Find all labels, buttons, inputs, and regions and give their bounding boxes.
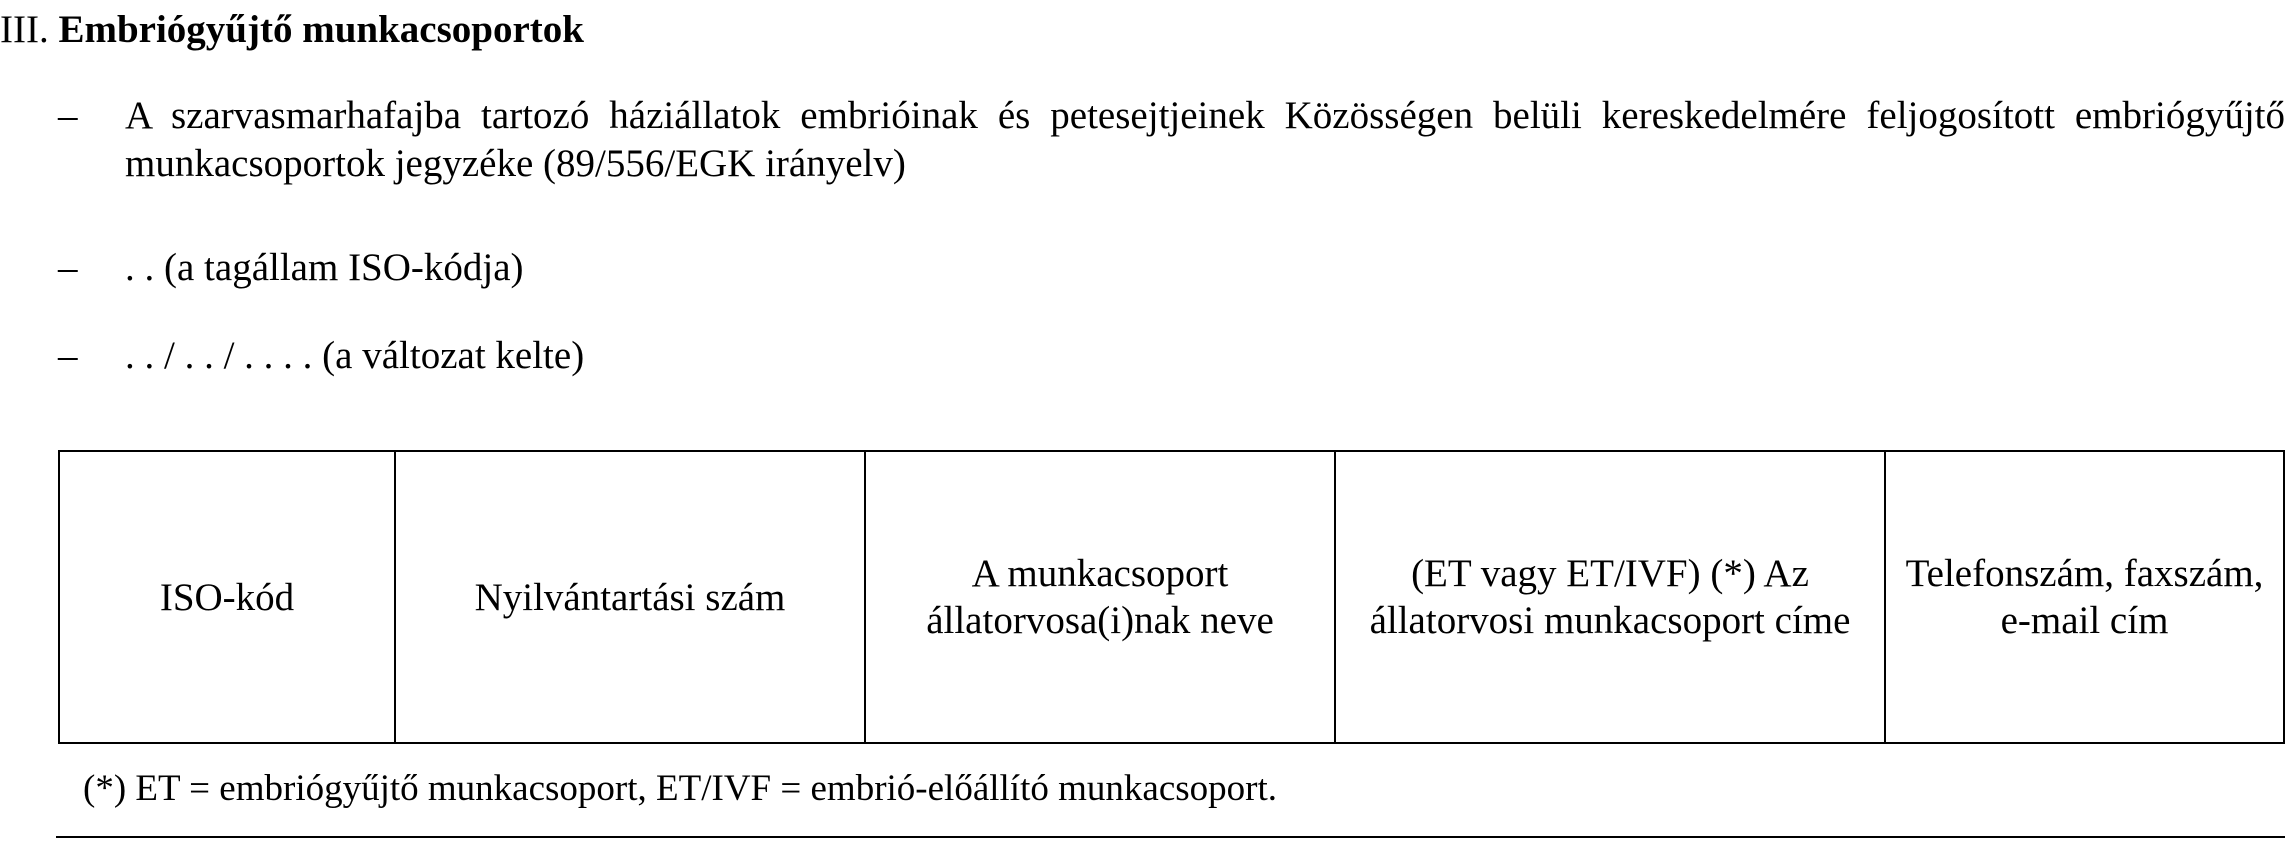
header-veterinarian-names: A munkacsoport állatorvosa(i)nak neve [865, 451, 1335, 743]
bottom-rule [56, 836, 2285, 838]
header-team-address: (ET vagy ET/IVF) (*) Az állatorvosi munkacsoport címe [1335, 451, 1885, 743]
header-registration-number: Nyilvántartási szám [395, 451, 865, 743]
list-dash: – [58, 334, 78, 377]
table-header-row [59, 451, 2284, 743]
list-dash: – [58, 94, 78, 137]
list-item: A szarvasmarhafajba tartozó háziállatok embrióinak és petesejtjeinek Közösségen belüli kereskedelmére feljogosított embriógyűjtő munkacsoportok jegyzéke (89/556/EGK irányelv) [125, 94, 2285, 185]
list-dash: – [58, 246, 78, 289]
list-item: . . (a tagállam ISO-kódja) [125, 246, 524, 289]
register-table [58, 450, 2285, 744]
section-number: III. [0, 8, 49, 51]
list-item: . . / . . / . . . . (a változat kelte) [125, 334, 585, 377]
bullet-list [0, 0, 2289, 420]
table-footnote: (*) ET = embriógyűjtő munkacsoport, ET/IVF = embrió-előállító munkacsoport. [83, 768, 1277, 809]
header-iso-code: ISO-kód [59, 451, 395, 743]
header-contact: Telefonszám, faxszám, e-mail cím [1885, 451, 2284, 743]
section-title: Embriógyűjtő munkacsoportok [58, 8, 584, 51]
